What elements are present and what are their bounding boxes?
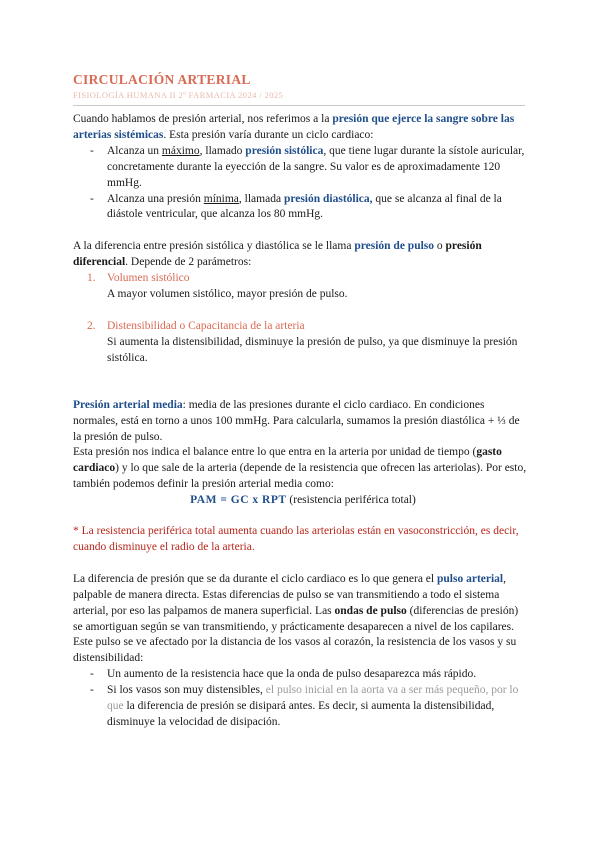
item-text: A mayor volumen sistólico, mayor presión de pulso. <box>107 288 348 301</box>
item-heading: Distensibilidad o Capacitancia de la arteria <box>107 319 305 332</box>
item-text: Alcanza un <box>107 144 162 157</box>
spacer <box>107 303 529 319</box>
paragraph-text: (diferencias de presión) se amortiguan según se van transmitiendo, y prácticamente desaparecen a nivel de los capilares. <box>73 604 519 633</box>
item-text: Si los vasos son muy distensibles, <box>107 684 266 697</box>
item-gray-text: el pulso inicial en la aorta va a ser más pequeño, por lo que <box>107 684 519 713</box>
intro-paragraph <box>73 112 529 144</box>
item-term: presión diastólica, <box>283 192 373 205</box>
item-heading: Volumen sistólico <box>107 272 190 285</box>
intro-text-end: . Esta presión varía durante un ciclo cardiaco: <box>163 128 374 141</box>
pulse-list <box>73 667 529 731</box>
intro-list <box>73 144 529 224</box>
paragraph-text: : media de las presiones durante el ciclo cardiaco. En condiciones normales, está en torno a unos 100 mmHg. Para calcularla, sumamos la presión diastólica + ⅓ de la presión de pulso. <box>73 398 520 443</box>
formula-expression: PAM = GC x RPT <box>190 494 287 507</box>
pulse-factors-paragraph: Este pulso se ve afectado por la distancia de los vasos al corazón, la resistencia de los vasos y su distensibilidad: <box>73 636 517 665</box>
item-text: , que tiene lugar durante la sístole auricular, concretamente durante la eyección de la sangre. Su valor es de aproximadamente 120 mmHg. <box>107 144 525 189</box>
paragraph-text: ) y lo que sale de la arteria (depende de la resistencia que ofrecen las arteriolas). Por esto, también podemos definir la presión arterial media como: <box>73 462 527 491</box>
paragraph-text: La diferencia de presión que se da durante el ciclo cardiaco es lo que genera el <box>73 572 437 585</box>
pulse-paragraph <box>73 572 529 636</box>
list-item <box>73 303 529 367</box>
parameters-list <box>73 271 529 367</box>
list-item <box>73 271 529 303</box>
intro-highlight: presión que ejerce la sangre sobre las arterias sistémicas <box>73 113 515 141</box>
resistance-note: * La resistencia periférica total aumenta cuando las arteriolas están en vasoconstricción, es decir, cuando disminuye el radio de la arteria. <box>73 525 519 553</box>
mean-pressure-paragraph <box>73 398 529 446</box>
term-pulse-waves: ondas de pulso <box>334 604 407 617</box>
item-underline: máximo <box>161 144 200 157</box>
formula-note: (resistencia periférica total) <box>286 494 416 507</box>
term-mean-pressure: Presión arterial media <box>73 398 183 411</box>
list-item: - Un aumento de la resistencia hace que la onda de pulso desaparezca más rápido. <box>73 667 529 683</box>
item-text: Si aumenta la distensibilidad, disminuye la presión de pulso, ya que disminuye la presión sistólica. <box>107 335 518 364</box>
spacer <box>73 509 529 524</box>
mean-pressure-balance-paragraph <box>73 445 529 493</box>
list-item <box>73 192 529 224</box>
item-number: 1. <box>87 272 96 285</box>
formula <box>73 493 529 509</box>
term-arterial-pulse: pulso arterial <box>437 572 504 585</box>
list-item <box>73 683 529 731</box>
intro-text: Cuando hablamos de presión arterial, nos referimos a la <box>73 113 333 125</box>
paragraph-text: . Depende de 2 parámetros: <box>125 256 252 269</box>
paragraph-text: Esta presión nos indica el balance entre lo que entra en la arteria por unidad de tiempo ( <box>73 446 477 459</box>
spacer <box>73 223 529 239</box>
page-subtitle: FISIOLOGÍA HUMANA II 2º FARMACIA 2024 / 2025 <box>73 90 284 100</box>
item-text: la diferencia de presión se disipará antes. Es decir, si aumenta la distensibilidad, disminuye la velocidad de disipación. <box>107 700 495 728</box>
title-divider <box>73 105 525 106</box>
pulse-pressure-paragraph <box>73 239 529 271</box>
item-term: presión sistólica <box>245 144 324 157</box>
item-text: Alcanza una presión <box>107 192 204 205</box>
paragraph-text: , palpable de manera directa. Estas diferencias de pulso se van transmitiendo a todo el sistema arterial, por eso las palpamos de manera superficial. Las <box>73 572 506 617</box>
term-differential-pressure: presión diferencial <box>73 240 482 269</box>
item-number: 2. <box>87 319 96 332</box>
item-text: , llamada <box>238 192 284 205</box>
page-title: CIRCULACIÓN ARTERIAL <box>73 72 251 87</box>
item-underline: mínima <box>203 192 239 205</box>
paragraph-text: A la diferencia entre presión sistólica y diastólica se le llama <box>73 240 355 253</box>
term-pulse-pressure: presión de pulso <box>354 240 435 253</box>
term-cardiac-output: gasto cardiaco <box>73 446 502 475</box>
list-item <box>73 144 529 192</box>
document-page <box>73 72 529 731</box>
item-text: , llamado <box>199 144 246 157</box>
spacer <box>73 556 529 572</box>
spacer <box>73 367 529 398</box>
item-text: que se alcanza al final de la diástole ventricular, que alcanza los 80 mmHg. <box>107 192 502 221</box>
paragraph-text: o <box>434 240 446 253</box>
